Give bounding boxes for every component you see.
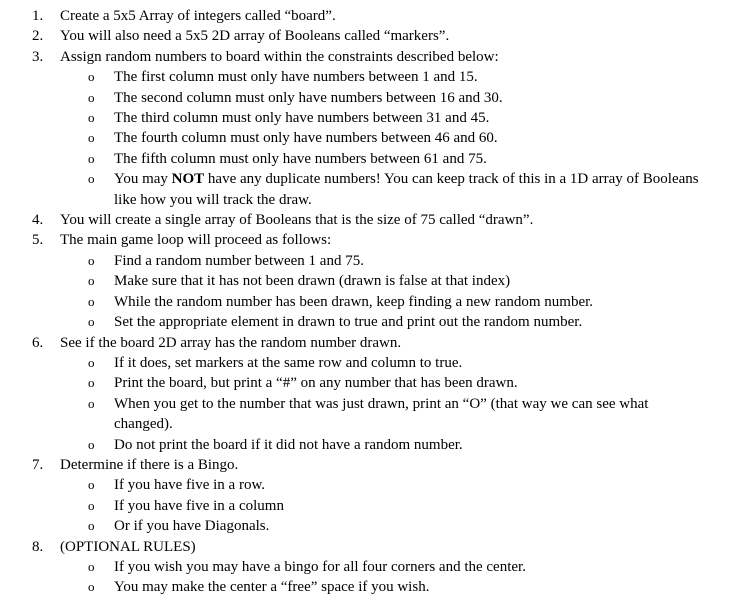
bullet-icon: o (88, 293, 95, 309)
sub-item (0, 496, 744, 516)
sub-item-text: Or if you have Diagonals. (114, 518, 270, 535)
bullet-icon: o (88, 150, 95, 166)
sub-item (0, 475, 744, 495)
item-text: The main game loop will proceed as follows: (60, 232, 332, 249)
item-number: 7. (32, 456, 44, 473)
item-text: You will create a single array of Booleans that is the size of 75 called “drawn”. (60, 212, 534, 229)
sub-item (0, 577, 744, 597)
sub-item (0, 353, 744, 373)
sub-item-duplicates (0, 169, 744, 210)
list-item-4 (0, 210, 744, 230)
list-item-3 (0, 47, 744, 67)
sub-item-text: The fifth column must only have numbers between 61 and 75. (114, 150, 487, 167)
sub-item (0, 435, 744, 455)
sub-item-text: Make sure that it has not been drawn (drawn is false at that index) (114, 273, 511, 290)
sub-item (0, 67, 744, 87)
item-number: 1. (32, 8, 44, 24)
bullet-icon: o (88, 171, 95, 187)
bullet-icon: o (88, 436, 95, 452)
item-text: Create a 5x5 Array of integers called “board”. (60, 8, 336, 24)
sub-item-text: The second column must only have numbers between 16 and 30. (114, 89, 503, 106)
sub-item (0, 373, 744, 393)
bullet-icon: o (88, 518, 95, 534)
sub-item-text: The fourth column must only have numbers between 46 and 60. (114, 130, 498, 147)
bullet-icon: o (88, 110, 95, 126)
item-number: 6. (32, 334, 44, 351)
sub-item-text: Print the board, but print a “#” on any number that has been drawn. (114, 375, 518, 392)
bullet-icon: o (88, 579, 95, 595)
item-number: 8. (32, 538, 44, 555)
sub-item (0, 292, 744, 312)
sub-item-text: If you have five in a row. (114, 477, 266, 494)
sub-item-text: Set the appropriate element in drawn to true and print out the random number. (114, 314, 583, 331)
bullet-icon: o (88, 130, 95, 146)
bullet-icon: o (88, 477, 95, 493)
item-text: Assign random numbers to board within the constraints described below: (60, 48, 499, 65)
item-number: 4. (32, 212, 44, 229)
sub-item (0, 557, 744, 577)
bullet-icon: o (88, 314, 95, 330)
list-item-5 (0, 230, 744, 250)
list-item-7 (0, 455, 744, 475)
sub-item-text: The third column must only have numbers between 31 and 45. (114, 110, 490, 127)
item-number: 3. (32, 48, 44, 65)
item-text: You will also need a 5x5 2D array of Booleans called “markers”. (60, 28, 450, 45)
item-text: See if the board 2D array has the random number drawn. (60, 334, 402, 351)
bullet-icon: o (88, 375, 95, 391)
sub-item (0, 271, 744, 291)
bullet-icon: o (88, 89, 95, 105)
list-item-1 (0, 6, 744, 26)
list-item-8 (0, 537, 744, 557)
sub-item (0, 394, 744, 435)
sub-item-text: If it does, set markers at the same row and column to true. (114, 354, 463, 371)
sub-item (0, 312, 744, 332)
item-number: 5. (32, 232, 44, 249)
sub-item (0, 251, 744, 271)
bullet-icon: o (88, 354, 95, 370)
sub-item (0, 88, 744, 108)
sub-item (0, 149, 744, 169)
bullet-icon: o (88, 69, 95, 85)
emphasis-not: NOT (171, 171, 205, 188)
item-number: 2. (32, 28, 44, 45)
sub-item-text-post: have any duplicate numbers! You can keep track of this in a 1D array of Booleans like how you will track the draw. (114, 171, 699, 208)
list-item-2 (0, 26, 744, 46)
sub-item (0, 108, 744, 128)
sub-item-text: Do not print the board if it did not have a random number. (114, 436, 463, 453)
sub-item-text: If you wish you may have a bingo for all four corners and the center. (114, 558, 526, 575)
list-item-6 (0, 333, 744, 353)
sub-item-text: Find a random number between 1 and 75. (114, 252, 364, 269)
sub-item-text: When you get to the number that was just drawn, print an “O” (that way we can see what changed). (114, 395, 649, 433)
sub-item-text: You may make the center a “free” space if you wish. (114, 579, 430, 596)
sub-item-text: While the random number has been drawn, keep finding a new random number. (114, 293, 594, 310)
bullet-icon: o (88, 273, 95, 289)
item-text: Determine if there is a Bingo. (60, 456, 239, 473)
sub-item (0, 128, 744, 148)
item-text: (OPTIONAL RULES) (60, 538, 196, 555)
bullet-icon: o (88, 395, 95, 411)
sub-item-text: The first column must only have numbers between 1 and 15. (114, 69, 478, 86)
bullet-icon: o (88, 497, 95, 513)
sub-item-text: If you have five in a column (114, 497, 284, 514)
sub-item-text-pre: You may (114, 171, 172, 188)
sub-item (0, 516, 744, 536)
bullet-icon: o (88, 558, 95, 574)
bullet-icon: o (88, 252, 95, 268)
